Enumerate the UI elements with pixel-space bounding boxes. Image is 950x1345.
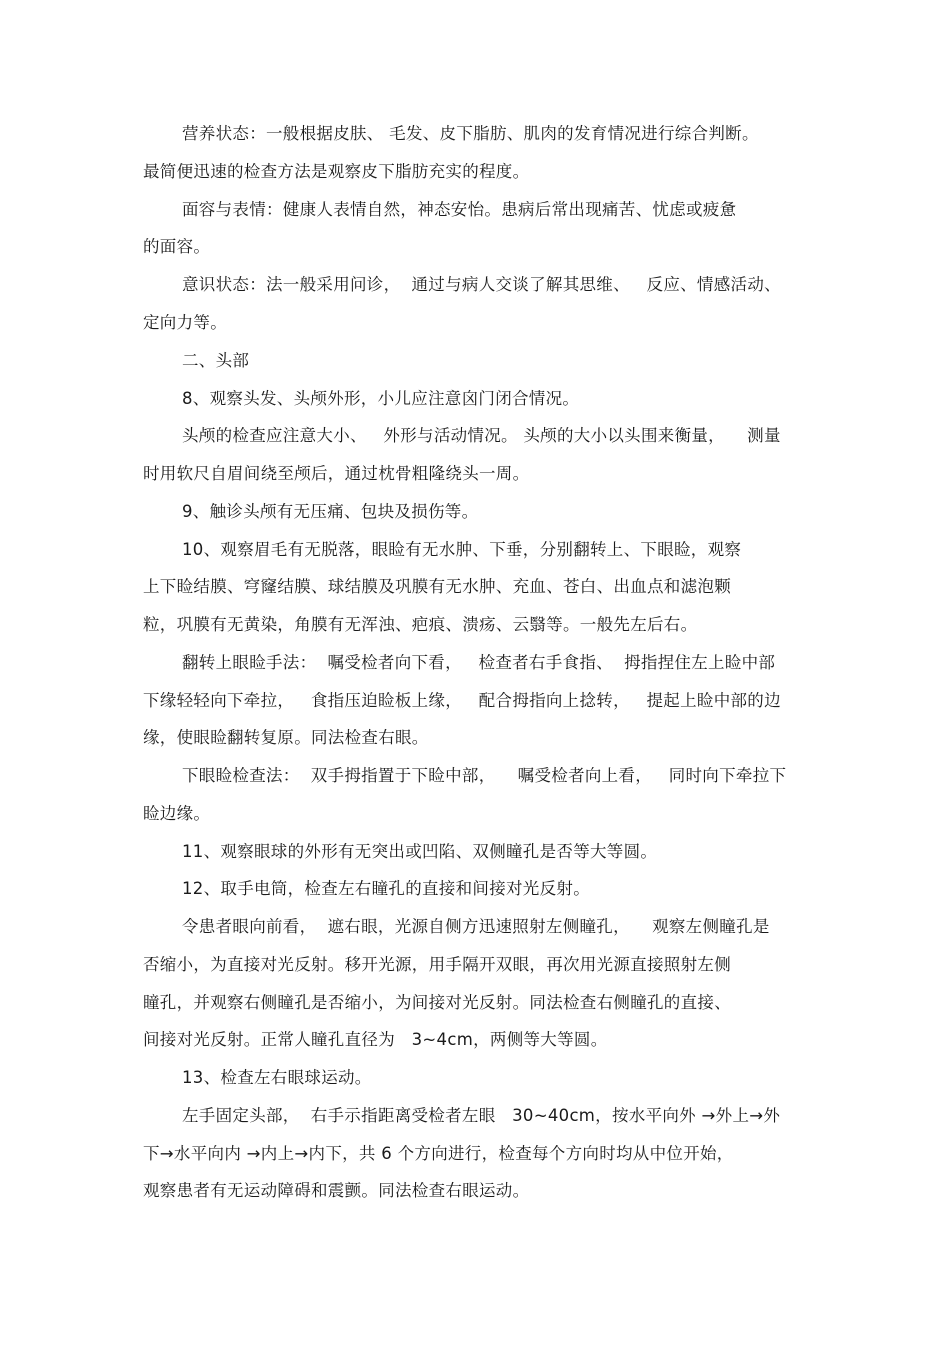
item-13: 13、检查左右眼球运动。 <box>182 1068 372 1087</box>
paragraph-pupil-line-2: 否缩小，为直接对光反射。移开光源，用手隔开双眼，再次用光源直接照射左侧 <box>143 955 731 974</box>
paragraph-upper-eyelid-line-3: 缘，使眼睑翻转复原。同法检查右眼。 <box>143 728 429 747</box>
item-10-line-2: 上下睑结膜、穹窿结膜、球结膜及巩膜有无水肿、充血、苍白、出血点和滤泡颗 <box>143 577 731 596</box>
paragraph-upper-eyelid-line-1: 翻转上眼睑手法： 嘱受检者向下看， 检查者右手食指、 拇指捏住左上睑中部 <box>182 653 776 672</box>
paragraph-lower-eyelid-line-2: 睑边缘。 <box>143 804 211 823</box>
section-heading-head: 二、头部 <box>182 351 250 370</box>
paragraph-eye-movement-line-2: 下→水平向内 →内上→内下，共 6 个方向进行，检查每个方向时均从中位开始， <box>143 1144 734 1163</box>
paragraph-pupil-line-4: 间接对光反射。正常人瞳孔直径为 3~4cm，两侧等大等圆。 <box>143 1030 608 1049</box>
paragraph-skull-line-2: 时用软尺自眉间绕至颅后，通过枕骨粗隆绕头一周。 <box>143 464 530 483</box>
paragraph-nutrition-line-2: 最简便迅速的检查方法是观察皮下脂肪充实的程度。 <box>143 162 530 181</box>
paragraph-face-line-1: 面容与表情：健康人表情自然，神态安怡。患病后常出现痛苦、忧虑或疲惫 <box>182 200 737 219</box>
paragraph-consciousness-line-2: 定向力等。 <box>143 313 227 332</box>
item-10-line-3: 粒，巩膜有无黄染，角膜有无浑浊、疤痕、溃疡、云翳等。一般先左后右。 <box>143 615 698 634</box>
paragraph-lower-eyelid-line-1: 下眼睑检查法： 双手拇指置于下睑中部， 嘱受检者向上看， 同时向下牵拉下 <box>182 766 787 785</box>
paragraph-pupil-line-1: 令患者眼向前看， 遮右眼，光源自侧方迅速照射左侧瞳孔， 观察左侧瞳孔是 <box>182 917 770 936</box>
paragraph-eye-movement-line-3: 观察患者有无运动障碍和震颤。同法检查右眼运动。 <box>143 1181 530 1200</box>
paragraph-eye-movement-line-1: 左手固定头部， 右手示指距离受检者左眼 30~40cm，按水平向外 →外上→外 <box>182 1106 781 1125</box>
item-12: 12、取手电筒，检查左右瞳孔的直接和间接对光反射。 <box>182 879 590 898</box>
item-10-line-1: 10、观察眉毛有无脱落，眼睑有无水肿、下垂，分别翻转上、下眼睑，观察 <box>182 540 742 559</box>
item-11: 11、观察眼球的外形有无突出或凹陷、双侧瞳孔是否等大等圆。 <box>182 842 658 861</box>
paragraph-upper-eyelid-line-2: 下缘轻轻向下牵拉， 食指压迫睑板上缘， 配合拇指向上捻转， 提起上睑中部的边 <box>143 691 781 710</box>
paragraph-pupil-line-3: 瞳孔，并观察右侧瞳孔是否缩小，为间接对光反射。同法检查右侧瞳孔的直接、 <box>143 993 731 1012</box>
item-9: 9、触诊头颅有无压痛、包块及损伤等。 <box>182 502 479 521</box>
paragraph-consciousness-line-1: 意识状态：法一般采用问诊， 通过与病人交谈了解其思维、 反应、情感活动、 <box>182 275 781 294</box>
item-8: 8、观察头发、头颅外形，小儿应注意囟门闭合情况。 <box>182 389 580 408</box>
paragraph-face-line-2: 的面容。 <box>143 237 211 256</box>
paragraph-skull-line-1: 头颅的检查应注意大小、 外形与活动情况。 头颅的大小以头围来衡量， 测量 <box>182 426 781 445</box>
paragraph-nutrition-line-1: 营养状态：一般根据皮肤、 毛发、皮下脂肪、肌肉的发育情况进行综合判断。 <box>182 124 759 143</box>
